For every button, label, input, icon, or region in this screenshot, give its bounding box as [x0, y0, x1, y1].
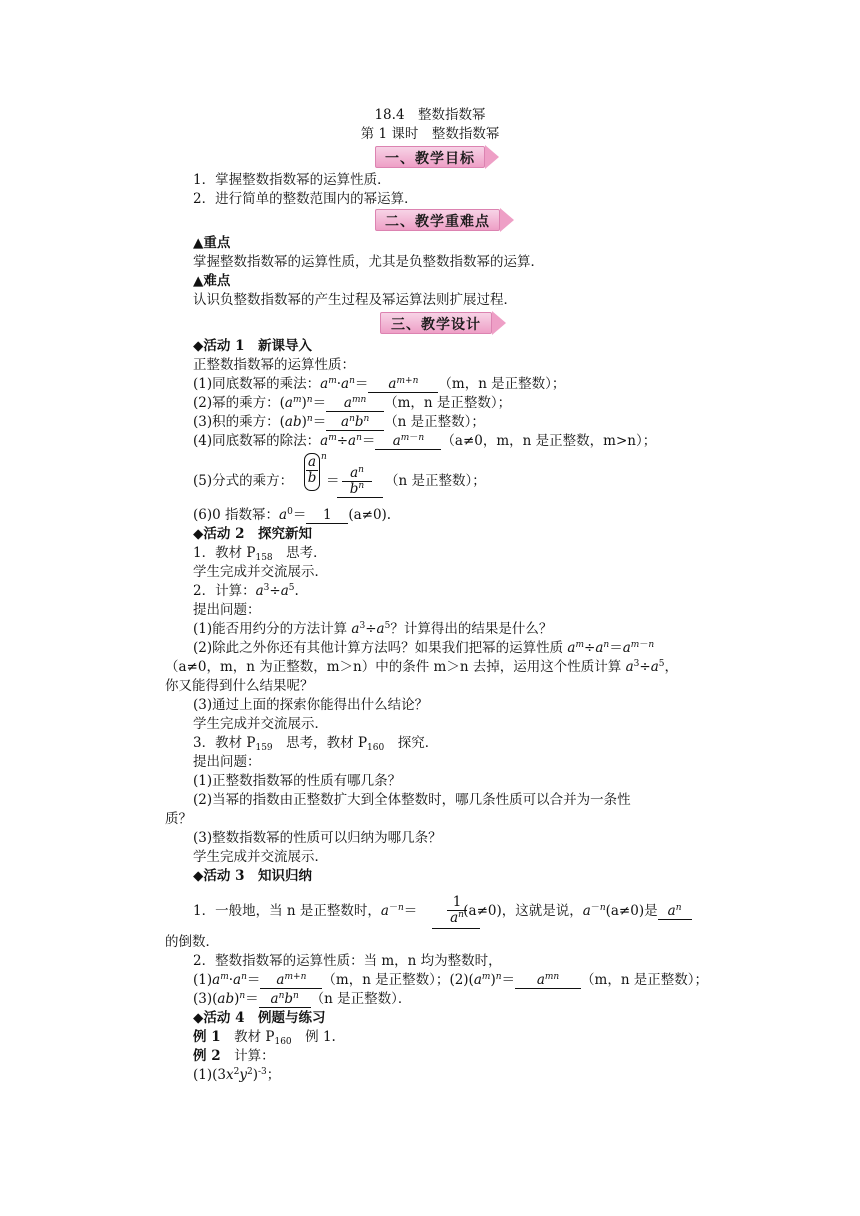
goal-item: 2．进行简单的整数范围内的幂运算． — [193, 191, 418, 207]
section-banner-design — [380, 312, 492, 334]
document-page: 18.4 整数指数幂 第 1 课时 整数指数幂 一、教学目标 1．掌握整数指数幂的运算性质． 2．进行简单的整数范围内的幂运算． 二、教学重难点 ▲重点 掌握整数指数幂的运算性质，尤其是负整数指数幂的运算． ▲难点 认识负整数指数幂的产生过程及幂运算法则扩展过程． 三、教学设计 ◆活动 1 新课导入 正整数指数幂的运算性质： (1)同底数幂的乘法：$a^m\cdot a^n= a^{m+n}$ （m，n 是正整数）； (2)幂的乘方：$(a^m)^n= a^{mn}$ （m，n 是正整数）； (3)积的乘方：$(ab)^n= a^nb^n$ （n 是正整数）； (4)同底数幂的除法：$a^m\div a^n= a^{m-n}$ （a≠0，m，n 是正整数，m>n）； (5)分式的乘方： $\frac{a}{b}$ n ＝ $\frac{a^n}{b^n}$ （n 是正整数）； (6)0 指数幂：$a^0= 1$ (a≠0). ◆活动 2 探究新知 1．教材 $P_{158}$ 思考． 学生完成并交流展示． 2．计算：$a^3\div a^5$. 提出问题： (1)能否用约分的方法计算 $a^3\div a^5$？计算得出的结果是什么？ (2)除此之外你还有其他计算方法吗？如果我们把幂的运算性质 $a^m\div a^n=a^{m-n}$ （a≠0，m，n 为正整数，m＞n）中的条件 m＞n 去掉，运用这个性质计算 $a^3\div a^5$， 你又能得到什么结果呢？ (3)通过上面的探索你能得出什么结论？ 学生完成并交流展示． 3．教材 $P_{159}$ 思考，教材 $P_{160}$ 探究． 提出问题： (1)正整数指数幂的性质有哪几条？ (2)当幂的指数由正整数扩大到全体整数时，哪几条性质可以合并为一条性 质？ (3)整数指数幂的性质可以归纳为哪几条？ 学生完成并交流展示． ◆活动 3 知识归纳 1．一般地，当 n 是正整数时，$a^{-n}= (a\ne 0)$，这就是说，$a^{-n}(a\ne 0)$是 $a^n$ $\frac{1}{a^n}$ 的倒数． 2．整数指数幂的运算性质：当 m，n 均为整数时， $(1)a^m\cdot a^n= a^{m+n}$ （m，n 是正整数）；$(2)(a^m)^n= a^{mn}$ （m，n 是正整数）； $(3)(ab)^n= a^nb^n$ （n 是正整数）． ◆活动 4 例题与练习 例 1 教材 $P_{160}$ 例 1. 例 2 计算： $(1)(3x^2y^2)^{-3}$； — [0, 0, 860, 1216]
text-line: 2．计算：$a^3\div a^5$. — [193, 583, 299, 599]
key-label: ▲重点 — [193, 235, 231, 251]
text-line: 学生完成并交流展示． — [193, 716, 328, 732]
key-text: 掌握整数指数幂的运算性质，尤其是负整数指数幂的运算． — [193, 254, 544, 270]
section-title: 三、教学设计 — [391, 317, 481, 333]
fraction-a-over-b: $\frac{a}{b}$ — [307, 454, 317, 486]
knowledge-line: $(1)a^m\cdot a^n= a^{m+n}$ （m，n 是正整数）；$(2)(a^m)^n= a^{mn}$ （m，n 是正整数）； — [193, 972, 709, 988]
activity-heading: ◆活动 1 新课导入 — [193, 338, 312, 354]
example-line: 例 2 计算： — [193, 1048, 275, 1064]
text-line: 提出问题： — [193, 602, 261, 618]
question-line: 你又能得到什么结果呢？ — [165, 678, 314, 694]
page-title: 18.4 整数指数幂 — [374, 107, 486, 123]
rule-line: (3)积的乘方：$(ab)^n= a^nb^n$ （n 是正整数）； — [193, 414, 485, 430]
activity-heading: ◆活动 2 探究新知 — [193, 526, 312, 542]
section-title: 二、教学重难点 — [385, 214, 490, 230]
rule-line: (1)同底数幂的乘法：$a^m\cdot a^n= a^{m+n}$ （m，n 是正整数）； — [193, 376, 566, 392]
knowledge-line: 2．整数指数幂的运算性质：当 m，n 均为整数时， — [193, 953, 502, 969]
question-line: （a≠0，m，n 为正整数，m＞n）中的条件 m＞n 去掉，运用这个性质计算 $a^3\div a^5$， — [165, 659, 679, 675]
difficulty-label: ▲难点 — [193, 273, 231, 289]
activity-heading: ◆活动 4 例题与练习 — [193, 1010, 326, 1026]
question-line: (2)当幂的指数由正整数扩大到全体整数时，哪几条性质可以合并为一条性 — [193, 792, 631, 808]
knowledge-line: 1．一般地，当 n 是正整数时，$a^{-n}= (a\ne 0)$，这就是说，$a^{-n}(a\ne 0)$是 $a^n$ — [193, 902, 692, 920]
knowledge-line: $(3)(ab)^n= a^nb^n$ （n 是正整数）． — [193, 991, 412, 1007]
example-expression: $(1)(3x^2y^2)^{-3}$； — [193, 1067, 281, 1083]
activity-heading: ◆活动 3 知识归纳 — [193, 868, 312, 884]
fraction-reciprocal: $\frac{1}{a^n}$ — [447, 895, 467, 926]
question-line: (1)正整数指数幂的性质有哪几条？ — [193, 773, 402, 789]
section-banner-goals — [375, 146, 485, 168]
goal-item: 1．掌握整数指数幂的运算性质． — [193, 172, 391, 188]
rule-line: (4)同底数幂的除法：$a^m\div a^n= a^{m-n}$ （a≠0，m，n 是正整数，m>n）； — [193, 433, 657, 449]
text-line: 学生完成并交流展示． — [193, 849, 328, 865]
example-line: 例 1 教材 $P_{160}$ 例 1. — [193, 1029, 336, 1047]
text-line: 1．教材 $P_{158}$ 思考． — [193, 545, 327, 563]
fraction-answer: $\frac{a^n}{b^n}$ — [342, 466, 372, 497]
rule-line: (2)幂的乘方：$(a^m)^n= a^{mn}$ （m，n 是正整数）； — [193, 395, 512, 411]
knowledge-line: 的倒数． — [165, 934, 219, 950]
section-title: 一、教学目标 — [385, 151, 475, 167]
difficulty-text: 认识负整数指数幂的产生过程及幂运算法则扩展过程． — [193, 292, 517, 308]
rule-line: (5)分式的乘方： — [193, 473, 294, 489]
text-line: 3．教材 $P_{159}$ 思考，教材 $P_{160}$ 探究． — [193, 735, 439, 753]
question-line: (1)能否用约分的方法计算 $a^3\div a^5$？计算得出的结果是什么？ — [193, 621, 553, 637]
question-line: (3)通过上面的探索你能得出什么结论？ — [193, 697, 429, 713]
text-line: 学生完成并交流展示． — [193, 564, 328, 580]
text-line: 提出问题： — [193, 754, 261, 770]
rule-line: (6)0 指数幂：$a^0= 1$ (a≠0). — [193, 507, 392, 523]
question-line: (3)整数指数幂的性质可以归纳为哪几条？ — [193, 830, 442, 846]
question-line: (2)除此之外你还有其他计算方法吗？如果我们把幂的运算性质 $a^m\div a^n=a^{m-n}$ — [193, 640, 655, 656]
section-banner-keypoints — [375, 209, 500, 231]
activity-intro: 正整数指数幂的运算性质： — [193, 357, 355, 373]
question-line: 质？ — [165, 811, 192, 827]
page-subtitle: 第 1 课时 整数指数幂 — [360, 126, 500, 142]
